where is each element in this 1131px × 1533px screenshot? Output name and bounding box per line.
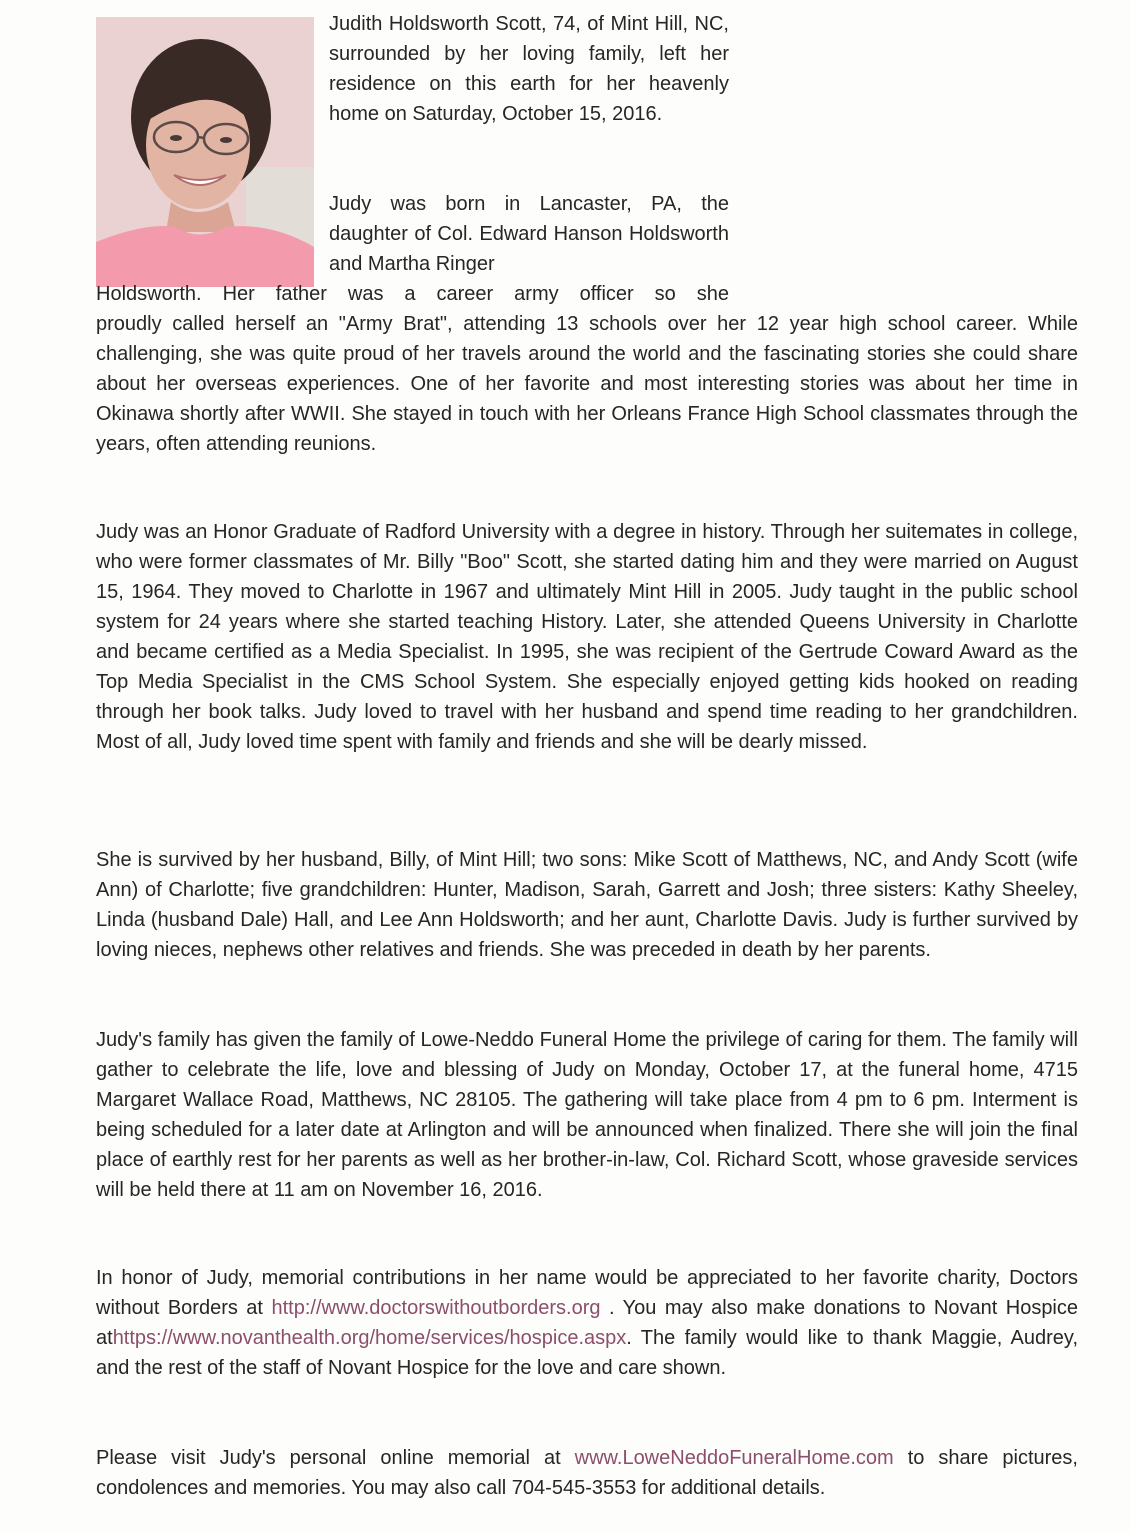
birth-paragraph-first-line: Holdsworth. Her father was a career army officer so she — [96, 283, 729, 305]
obituary-birth-paragraph-top: Judy was born in Lancaster, PA, the daughter of Col. Edward Hanson Holdsworth and Martha Ringer — [329, 193, 729, 275]
online-memorial-text-a: Please visit Judy's personal online memorial at — [96, 1447, 561, 1469]
memorial-text-c: . The family would like to thank Maggie, Audrey, and the rest of the staff of Novant Hospice for the love and care shown. — [96, 1327, 1078, 1379]
obituary-birth-paragraph — [96, 279, 1078, 459]
birth-paragraph-rest: proudly called herself an "Army Brat", attending 13 schools over her 12 year high school career. While challenging, she was quite proud of her travels around the world and the fascinating stories she could share about her overseas experiences. One of her favorite and most interesting stories was about her time in Okinawa shortly after WWII. She stayed in touch with her Orleans France High School classmates through the years, often attending reunions. — [96, 313, 1078, 455]
obituary-online-memorial-paragraph — [96, 1443, 1078, 1503]
obituary-intro-paragraph: Judith Holdsworth Scott, 74, of Mint Hill, NC, surrounded by her loving family, left her residence on this earth for her heavenly home on Saturday, October 15, 2016. — [329, 13, 729, 125]
novant-hospice-link[interactable]: https://www.novanthealth.org/home/services/hospice.aspx — [112, 1327, 627, 1349]
obituary-survivors-paragraph: She is survived by her husband, Billy, of Mint Hill; two sons: Mike Scott of Matthews, NC, and Andy Scott (wife Ann) of Charlotte; five grandchildren: Hunter, Madison, Sarah, Garrett and Josh; three sisters: Kathy Sheeley, Linda (husband Dale) Hall, and Lee Ann Holdsworth; and her aunt, Charlotte Davis. Judy is further survived by loving nieces, nephews other relatives and friends. She was preceded in death by her parents. — [96, 849, 1078, 961]
portrait-photo — [96, 17, 314, 287]
obituary-memorial-paragraph — [96, 1263, 1078, 1383]
memorial-text-a: In honor of Judy, memorial contributions in her name would be appreciated to her favorite charity, Doctors without Borders at — [96, 1267, 1078, 1319]
memorial-text-b: . You may also make donations to Novant Hospice at — [96, 1297, 1079, 1349]
obituary-education-paragraph: Judy was an Honor Graduate of Radford University with a degree in history. Through her suitemates in college, who were former classmates of Mr. Billy "Boo" Scott, she started dating him and they were married on August 15, 1964. They moved to Charlotte in 1967 and ultimately Mint Hill in 2005. Judy taught in the public school system for 24 years where she started teaching History. Later, she attended Queens University in Charlotte and became certified as a Media Specialist. In 1995, she was recipient of the Gertrude Coward Award as the Top Media Specialist in the CMS School System. She especially enjoyed getting kids hooked on reading through her book talks. Judy loved to travel with her husband and spend time reading to her grandchildren. Most of all, Judy loved time spent with family and friends and she will be dearly missed. — [96, 521, 1078, 753]
obituary-services-paragraph: Judy's family has given the family of Lowe-Neddo Funeral Home the privilege of caring for them. The family will gather to celebrate the life, love and blessing of Judy on Monday, October 17, at the funeral home, 4715 Margaret Wallace Road, Matthews, NC 28105. The gathering will take place from 4 pm to 6 pm. Interment is being scheduled for a later date at Arlington and will be announced when finalized. There she will join the final place of earthly rest for her parents as well as her brother-in-law, Col. Richard Scott, whose graveside services will be held there at 11 am on November 16, 2016. — [96, 1029, 1078, 1201]
funeral-home-website-link[interactable]: www.LoweNeddoFuneralHome.com — [574, 1447, 894, 1469]
doctors-without-borders-link[interactable]: http://www.doctorswithoutborders.org — [271, 1297, 601, 1319]
online-memorial-text-b: to share pictures, condolences and memories. You may also call 704-545-3553 for additional details. — [96, 1447, 1078, 1499]
